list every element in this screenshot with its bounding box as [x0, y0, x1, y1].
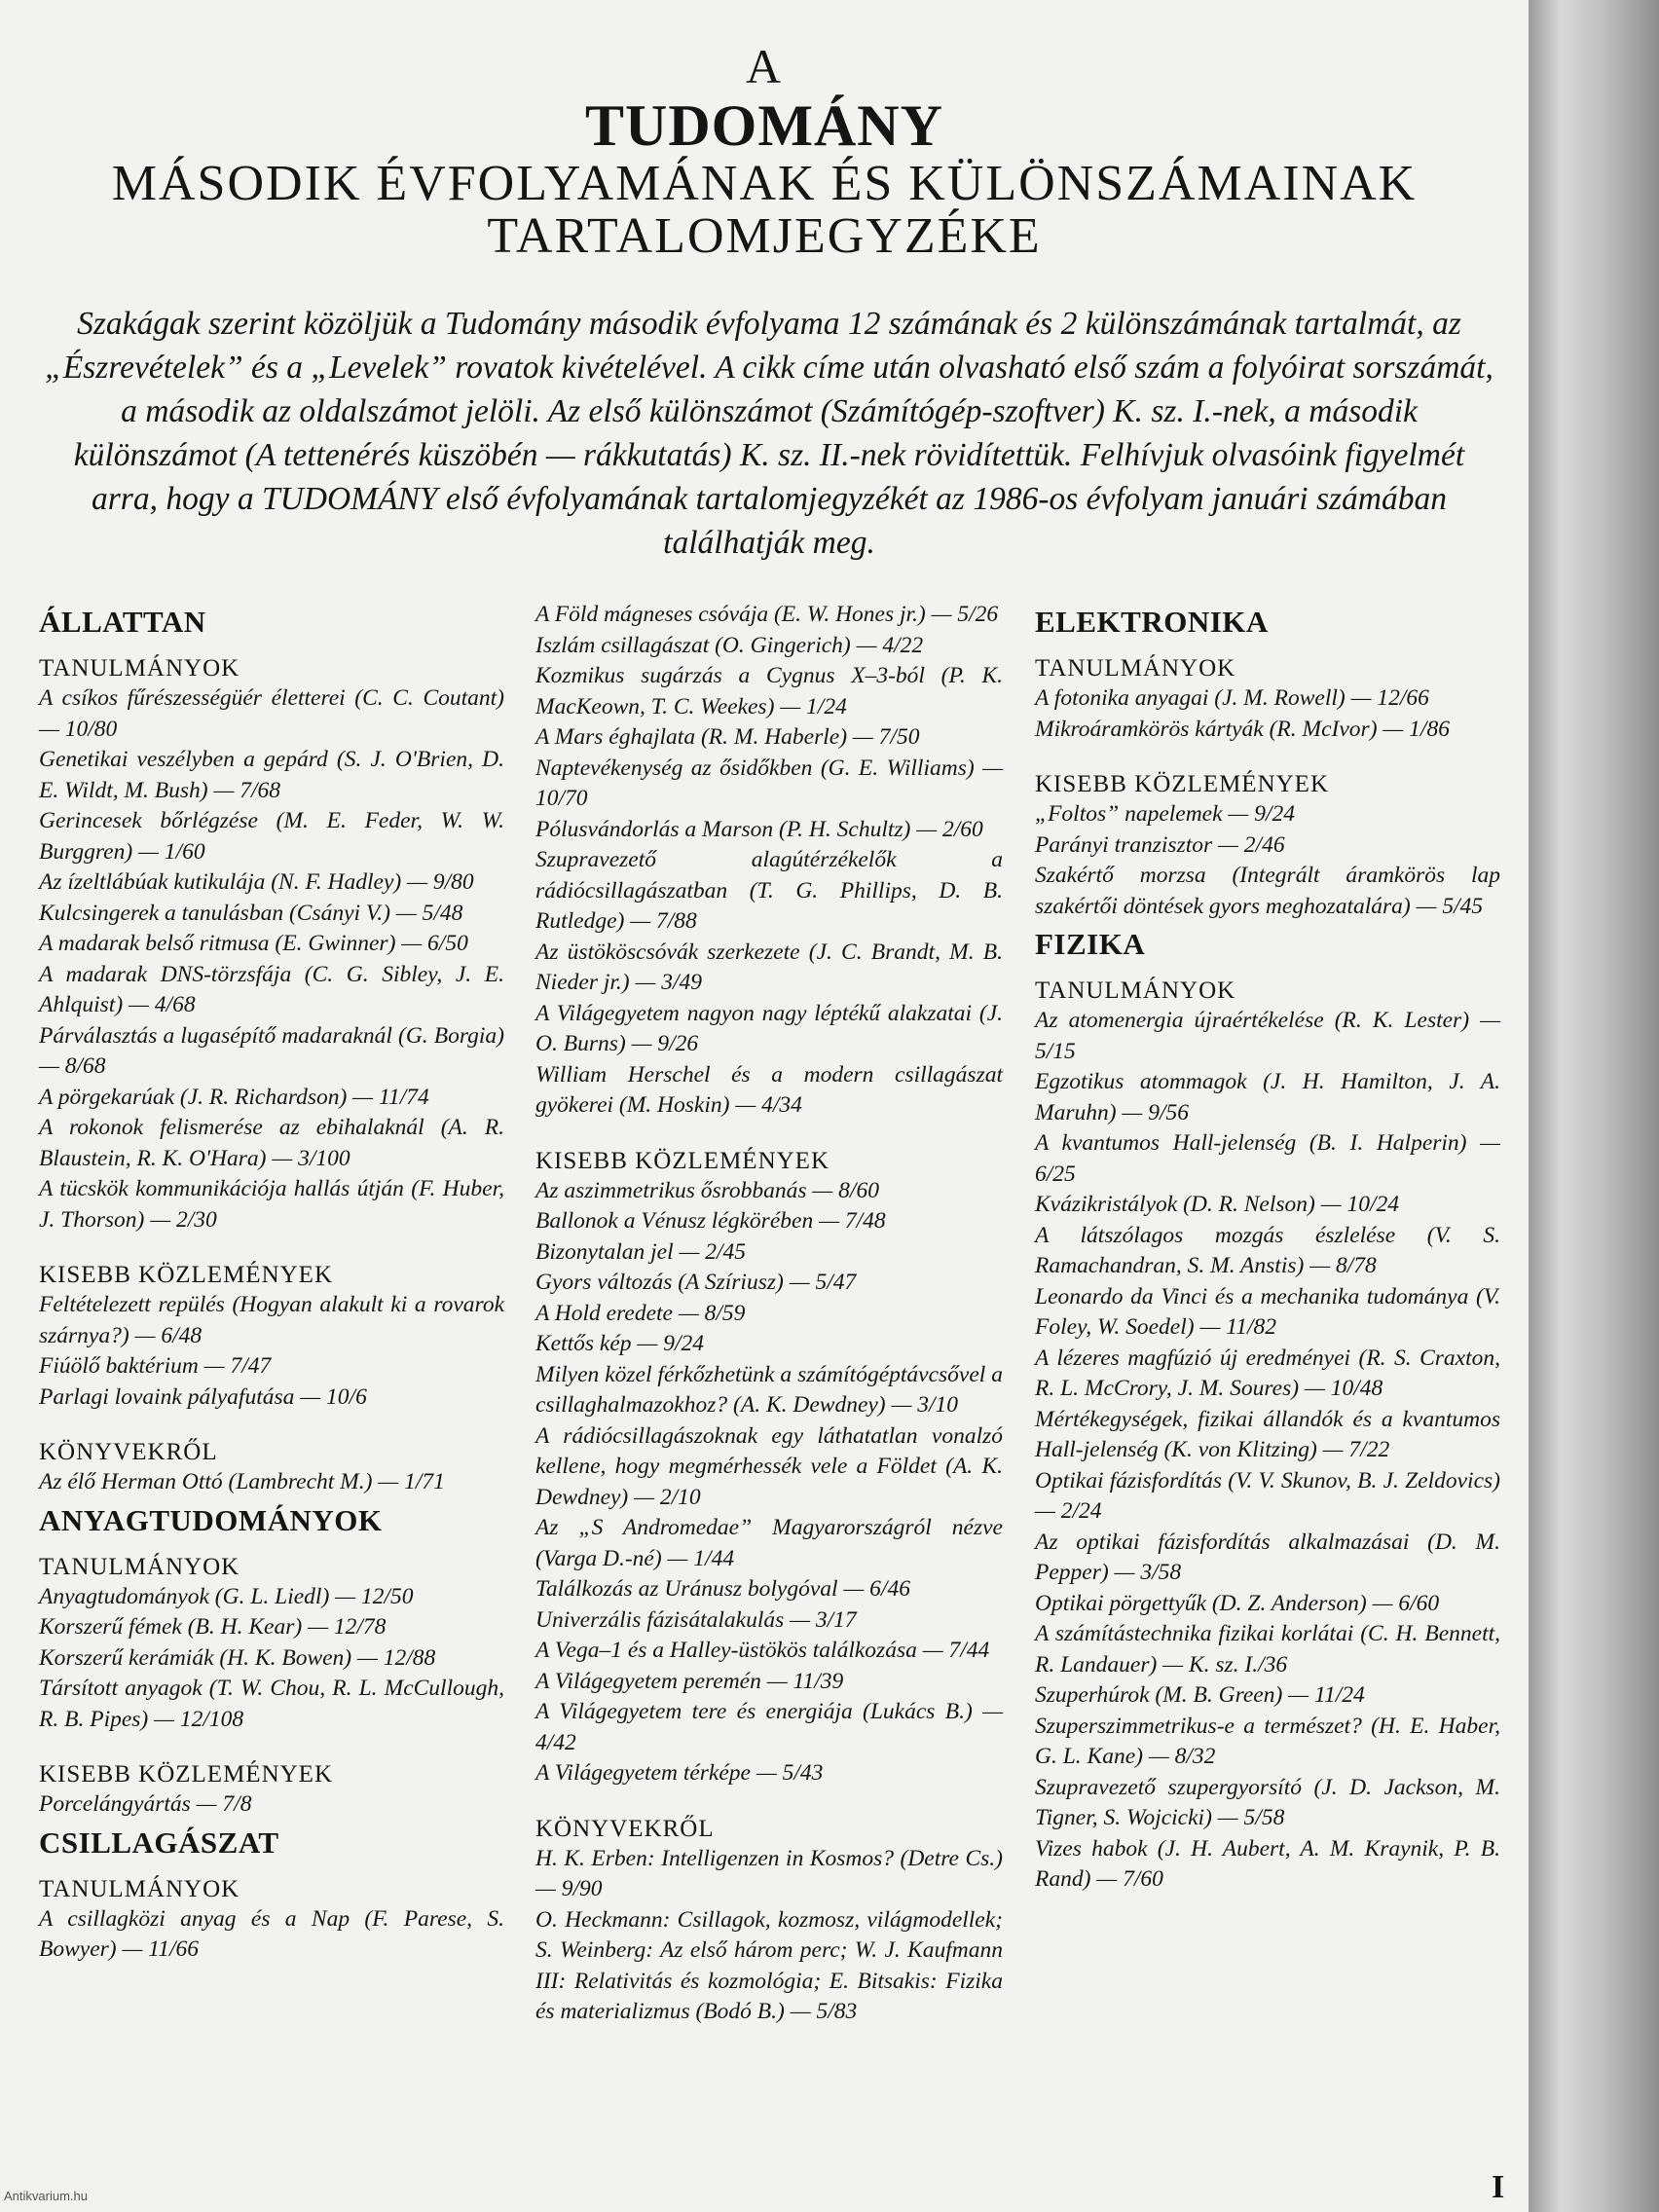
toc-entry: Parányi tranzisztor — 2/46: [1035, 831, 1285, 858]
toc-entry: Az üstököscsóvák szerkezete (J. C. Brandt, M. B. Nieder jr.) — 3/49: [535, 939, 1003, 995]
toc-entry: O. Heckmann: Csillagok, kozmosz, világmodellek; S. Weinberg: Az első három perc; W. J. Kaufmann III: Relativitás és kozmológia; E. Bitsakis: Fizika és materializmus (Bodó B.) — 5/83: [535, 1906, 1003, 2024]
toc-entry: Feltételezett repülés (Hogyan alakult ki a rovarok szárnya?) — 6/48: [39, 1292, 504, 1348]
toc-entry: A Világegyetem térképe — 5/43: [535, 1760, 824, 1786]
toc-entry: Optikai fázisfordítás (V. V. Skunov, B. J. Zeldovics) — 2/24: [1035, 1467, 1500, 1524]
toc-entry: Iszlám csillagászat (O. Gingerich) — 4/22: [535, 632, 924, 658]
subsection-heading: KISEBB KÖZLEMÉNYEK: [535, 1147, 830, 1174]
watermark-text: Antikvarium.hu: [4, 2189, 88, 2203]
entry-list: [535, 1176, 1003, 1789]
toc-entry: Szakértő morzsa (Integrált áramkörös lap szakértői döntések gyors meghozatalára) — 5/45: [1035, 863, 1500, 919]
toc-entry: Egzotikus atommagok (J. H. Hamilton, J. A. Maruhn) — 9/56: [1035, 1069, 1500, 1125]
subsection-heading: KISEBB KÖZLEMÉNYEK: [1035, 771, 1330, 797]
toc-entry: A Mars éghajlata (R. M. Haberle) — 7/50: [535, 724, 920, 750]
subsection-heading: KISEBB KÖZLEMÉNYEK: [39, 1262, 334, 1288]
toc-entry: Szuperhúrok (M. B. Green) — 11/24: [1035, 1682, 1365, 1708]
toc-entry: Kettős kép — 9/24: [535, 1331, 704, 1356]
subsection-heading: TANULMÁNYOK: [39, 1875, 240, 1902]
header-article: A: [745, 39, 784, 93]
toc-entry: Gerincesek bőrlégzése (M. E. Feder, W. W. Burggren) — 1/60: [39, 808, 504, 865]
entry-list: [39, 1290, 504, 1413]
toc-entry: A Vega–1 és a Halley-üstökös találkozása — 7/44: [535, 1638, 990, 1663]
toc-entry: Porcelángyártás — 7/8: [39, 1791, 252, 1817]
entry-list: [535, 1844, 1003, 2028]
toc-entry: Ballonok a Vénusz légkörében — 7/48: [535, 1208, 886, 1234]
toc-entry: Találkozás az Uránusz bolygóval — 6/46: [535, 1576, 910, 1602]
subsection-heading: TANULMÁNYOK: [1035, 977, 1236, 1004]
subsection-heading: KÖNYVEKRŐL: [535, 1815, 715, 1842]
entry-list: [39, 1582, 504, 1736]
toc-entry: A pörgekarúak (J. R. Richardson) — 11/74: [39, 1084, 429, 1110]
toc-entry: A tücskök kommunikációja hallás útján (F. Huber, J. Thorson) — 2/30: [39, 1176, 504, 1233]
toc-entry: A számítástechnika fizikai korlátai (C. H. Bennett, R. Landauer) — K. sz. I./36: [1035, 1621, 1500, 1677]
toc-entry: Az ízeltlábúak kutikulája (N. F. Hadley) — 9/80: [39, 869, 474, 895]
book-page-edges: [1529, 0, 1659, 2212]
entry-list: [39, 1467, 504, 1498]
toc-entry: A Hold eredete — 8/59: [535, 1300, 746, 1326]
toc-entry: Társított anyagok (T. W. Chou, R. L. McCullough, R. B. Pipes) — 12/108: [39, 1676, 504, 1732]
toc-entry: William Herschel és a modern csillagászat gyökerei (M. Hoskin) — 4/34: [535, 1061, 1003, 1118]
toc-entry: Az optikai fázisfordítás alkalmazásai (D. M. Pepper) — 3/58: [1035, 1529, 1500, 1585]
entry-list: [1035, 1006, 1500, 1896]
toc-entry: „Foltos” napelemek — 9/24: [1035, 801, 1295, 827]
toc-entry: Kozmikus sugárzás a Cygnus X–3-ból (P. K. MacKeown, T. C. Weekes) — 1/24: [535, 663, 1003, 719]
toc-entry: Genetikai veszélyben a gepárd (S. J. O'Brien, D. E. Wildt, M. Bush) — 7/68: [39, 747, 504, 803]
header-subtitle-line2: TARTALOMJEGYZÉKE: [487, 208, 1042, 264]
entry-list: [1035, 799, 1500, 922]
toc-entry: A Föld mágneses csóvája (E. W. Hones jr.) — 5/26: [535, 602, 999, 627]
toc-entry: Szuperszimmetrikus-e a természet? (H. E. Haber, G. L. Kane) — 8/32: [1035, 1713, 1500, 1769]
toc-entry: A madarak DNS-törzsfája (C. G. Sibley, J. E. Ahlquist) — 4/68: [39, 961, 504, 1017]
subsection-heading: KISEBB KÖZLEMÉNYEK: [39, 1761, 334, 1788]
toc-entry: Kulcsingerek a tanulásban (Csányi V.) — 5/48: [39, 900, 463, 926]
toc-entry: A kvantumos Hall-jelenség (B. I. Halperin) — 6/25: [1035, 1130, 1500, 1187]
toc-entry: A rádiócsillagászoknak egy láthatatlan vonalzó kellene, hogy megmérhessék vele a Földet (A. K. Dewdney) — 2/10: [535, 1422, 1003, 1510]
header-subtitle-line1: MÁSODIK ÉVFOLYAMÁNAK ÉS KÜLÖNSZÁMAINAK: [111, 156, 1418, 211]
toc-column-3: [1035, 600, 1500, 1896]
toc-entry: Az aszimmetrikus ősrobbanás — 8/60: [535, 1177, 879, 1203]
section-heading: ANYAGTUDOMÁNYOK: [39, 1502, 383, 1537]
toc-entry: Szupravezető alagútérzékelők a rádiócsillagászatban (T. G. Phillips, D. B. Rutledge) — 7/88: [535, 847, 1003, 934]
entry-list: [535, 600, 1003, 1122]
toc-column-1: [39, 600, 504, 1966]
section-heading: FIZIKA: [1035, 927, 1146, 961]
entry-list: [1035, 683, 1500, 745]
entry-list: [39, 1789, 504, 1821]
subsection-heading: TANULMÁNYOK: [39, 1553, 240, 1580]
journal-title: TUDOMÁNY: [585, 93, 943, 158]
toc-entry: Párválasztás a lugasépítő madaraknál (G. Borgia) — 8/68: [39, 1022, 504, 1079]
toc-entry: Pólusvándorlás a Marson (P. H. Schultz) — 2/60: [535, 816, 983, 842]
subsection-heading: TANULMÁNYOK: [1035, 655, 1236, 682]
toc-entry: A csillagközi anyag és a Nap (F. Parese, S. Bowyer) — 11/66: [39, 1905, 504, 1962]
toc-entry: Bizonytalan jel — 2/45: [535, 1238, 747, 1265]
toc-entry: Anyagtudományok (G. L. Liedl) — 12/50: [39, 1583, 414, 1609]
toc-entry: A Világegyetem nagyon nagy léptékű alakzatai (J. O. Burns) — 9/26: [535, 1000, 1003, 1056]
toc-entry: Az „S Andromedae” Magyarországról nézve (Varga D.-né) — 1/44: [535, 1515, 1003, 1571]
entry-list: [39, 683, 504, 1235]
toc-entry: A fotonika anyagai (J. M. Rowell) — 12/66: [1035, 685, 1429, 711]
section-heading: CSILLAGÁSZAT: [39, 1825, 279, 1860]
toc-column-2: [535, 600, 1003, 2028]
toc-entry: A madarak belső ritmusa (E. Gwinner) — 6/50: [39, 931, 468, 956]
toc-entry: Mikroáramkörös kártyák (R. McIvor) — 1/86: [1035, 716, 1450, 742]
toc-entry: Az élő Herman Ottó (Lambrecht M.) — 1/71: [39, 1469, 445, 1494]
page-number: I: [1492, 2169, 1505, 2205]
toc-entry: A látszólagos mozgás észlelése (V. S. Ramachandran, S. M. Anstis) — 8/78: [1035, 1222, 1500, 1278]
toc-entry: Az atomenergia újraértékelése (R. K. Lester) — 5/15: [1035, 1008, 1500, 1064]
toc-entry: H. K. Erben: Intelligenzen in Kosmos? (Detre Cs.) — 9/90: [535, 1845, 1003, 1901]
toc-entry: A lézeres magfúzió új eredményei (R. S. Craxton, R. L. McCrory, J. M. Soures) — 10/48: [1035, 1345, 1500, 1401]
toc-entry: Parlagi lovaink pályafutása — 10/6: [39, 1383, 367, 1410]
section-heading: ÁLLATTAN: [39, 605, 206, 639]
toc-entry: Vizes habok (J. H. Aubert, A. M. Kraynik, P. B. Rand) — 7/60: [1035, 1835, 1500, 1892]
toc-entry: Univerzális fázisátalakulás — 3/17: [535, 1606, 857, 1633]
toc-entry: A Világegyetem tere és energiája (Lukács B.) — 4/42: [535, 1699, 1003, 1755]
toc-entry: Gyors változás (A Szíriusz) — 5/47: [535, 1270, 857, 1295]
intro-paragraph: Szakágak szerint közöljük a Tudomány második évfolyama 12 számának és 2 különszámának tartalmát, az „Észrevételek” és a „Levelek” rovatok kivételével. A cikk címe után olvasható első szám a folyóirat sorszámát, a második az oldalszámot jelöli. Az első különszámot (Számítógép-szoftver) K. sz. I.-nek, a második különszámot (A tettenérés küszöbén — rákkutatás) K. sz. II.-nek rövidítettük. Felhívjuk olvasóink figyelmét arra, hogy a TUDOMÁNY első évfolyamának tartalomjegyzékét az 1986-os évfolyam januári számában találhatják meg.: [45, 306, 1493, 561]
toc-entry: Leonardo da Vinci és a mechanika tudománya (V. Foley, W. Soedel) — 11/82: [1035, 1283, 1500, 1340]
toc-entry: Mértékegységek, fizikai állandók és a kvantumos Hall-jelenség (K. von Klitzing) — 7/22: [1035, 1406, 1500, 1462]
toc-entry: Korszerű kerámiák (H. K. Bowen) — 12/88: [39, 1644, 436, 1671]
toc-entry: Optikai pörgettyűk (D. Z. Anderson) — 6/60: [1035, 1590, 1440, 1616]
subsection-heading: KÖNYVEKRŐL: [39, 1439, 218, 1465]
toc-entry: Szupravezető szupergyorsító (J. D. Jackson, M. Tigner, S. Wojcicki) — 5/58: [1035, 1774, 1500, 1830]
section-heading: ELEKTRONIKA: [1035, 605, 1269, 639]
toc-entry: Korszerű fémek (B. H. Kear) — 12/78: [39, 1614, 387, 1640]
toc-entry: A Világegyetem peremén — 11/39: [535, 1668, 844, 1694]
toc-entry: Milyen közel férkőzhetünk a számítógéptávcsővel a csillaghalmazokhoz? (A. K. Dewdney) — 3/10: [535, 1361, 1003, 1418]
toc-entry: Kvázikristályok (D. R. Nelson) — 10/24: [1035, 1192, 1400, 1217]
toc-entry: Naptevékenység az ősidőkben (G. E. Williams) — 10/70: [535, 755, 1003, 811]
entry-list: [39, 1904, 504, 1966]
subsection-heading: TANULMÁNYOK: [39, 655, 240, 682]
page-header: [0, 39, 1529, 263]
toc-entry: Fiúölő baktérium — 7/47: [39, 1353, 272, 1379]
toc-entry: A csíkos fűrészességüér életterei (C. C. Coutant) — 10/80: [39, 685, 504, 742]
toc-entry: A rokonok felismerése az ebihalaknál (A. R. Blaustein, R. K. O'Hara) — 3/100: [39, 1115, 504, 1171]
